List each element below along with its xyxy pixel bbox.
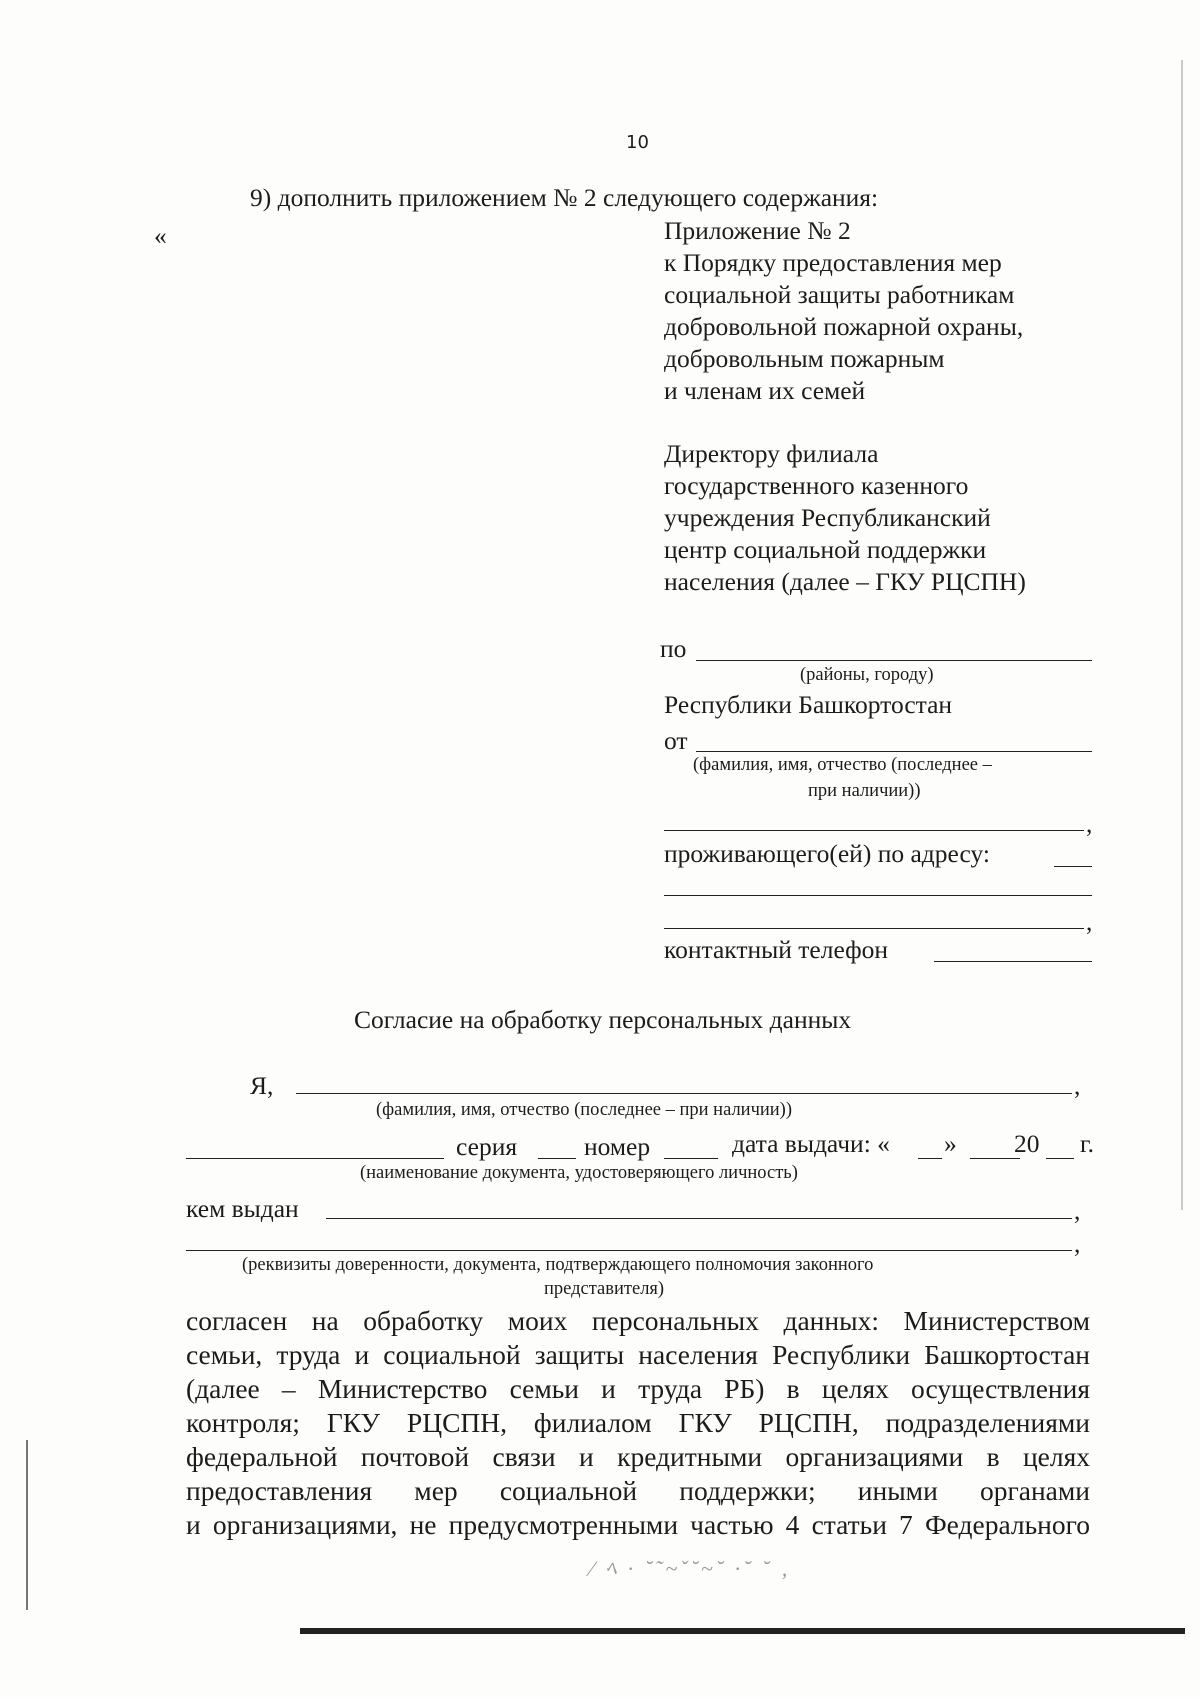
page-number: 10: [626, 132, 649, 153]
consent-body-line: семьи, труда и социальной защиты населения Республики Башкортостан: [186, 1339, 1090, 1370]
fio-hint: (фамилия, имя, отчество (последнее –: [693, 755, 992, 775]
fio-line-2: [664, 830, 1084, 831]
consent-body-line: предоставления мер социальной поддержки; иными органами: [186, 1475, 1090, 1506]
district-hint: (районы, городу): [800, 665, 934, 685]
year-line: [1046, 1158, 1074, 1159]
comma: ,: [1086, 809, 1093, 838]
scan-left-edge: [26, 1440, 28, 1610]
comma: ,: [1074, 1196, 1081, 1225]
open-quote: «: [154, 221, 167, 250]
fio-line: [696, 751, 1092, 752]
consent-body-line: контроля; ГКУ РЦСПН, филиалом ГКУ РЦСПН, подразделениями: [186, 1407, 1090, 1438]
intro-text: 9) дополнить приложением № 2 следующего содержания:: [250, 183, 879, 212]
consent-body-line: федеральной почтовой связи и кредитными организациями в целях: [186, 1441, 1090, 1472]
series-line: [538, 1158, 576, 1159]
republic-label: Республики Башкортостан: [664, 690, 953, 719]
addressee-line: населения (далее – ГКУ РЦСПН): [664, 567, 1026, 596]
consent-body-line: и организациями, не предусмотренными частью 4 статьи 7 Федерального: [186, 1509, 1090, 1540]
doc-name-line: [186, 1158, 444, 1159]
consent-body-line: согласен на обработку моих персональных данных: Министерством: [186, 1305, 1090, 1336]
number-label: номер: [584, 1132, 651, 1161]
comma: ,: [1074, 1229, 1081, 1258]
proxy-line: [186, 1250, 1072, 1251]
addressee-line: государственного казенного: [664, 471, 969, 500]
consent-body-line: (далее – Министерство семьи и труда РБ) в целях осуществления: [186, 1373, 1090, 1404]
fio-hint: при наличии)): [808, 781, 921, 801]
address-line: [664, 928, 1084, 929]
from-label: от: [664, 726, 688, 755]
series-label: серия: [456, 1132, 518, 1161]
address-line-inline: [1054, 866, 1092, 867]
consent-fio-line: [296, 1093, 1072, 1094]
month-line: [970, 1158, 1020, 1159]
appendix-title: Приложение № 2: [664, 216, 851, 245]
issue-date-label: дата выдачи: «: [732, 1129, 890, 1158]
addressee-line: Директору филиала: [664, 439, 879, 468]
issue-date-close: »: [944, 1129, 957, 1158]
address-line: [664, 895, 1092, 896]
proxy-hint: представителя): [544, 1279, 665, 1299]
appendix-line: и членам их семей: [664, 376, 866, 405]
phone-label: контактный телефон: [664, 935, 888, 964]
scan-signature-smudge: ⁄ ﾍ · ˘˜~ˇ˘~˘ ·˘ ˘ ‚: [590, 1556, 792, 1581]
ya-label: Я,: [250, 1071, 274, 1100]
number-line: [664, 1158, 718, 1159]
consent-fio-hint: (фамилия, имя, отчество (последнее – при наличии)): [376, 1100, 792, 1120]
issued-by-label: кем выдан: [186, 1194, 299, 1223]
appendix-line: добровольным пожарным: [664, 344, 945, 373]
scan-right-edge: [1181, 60, 1183, 1210]
year-suffix: г.: [1080, 1129, 1094, 1158]
issued-by-line: [326, 1218, 1072, 1219]
appendix-line: добровольной пожарной охраны,: [664, 312, 1024, 341]
addressee-line: учреждения Республиканский: [664, 503, 991, 532]
consent-title: Согласие на обработку персональных данных: [354, 1005, 852, 1034]
comma: ,: [1086, 907, 1093, 936]
phone-line: [934, 961, 1092, 962]
year-prefix: 20: [1014, 1129, 1040, 1158]
appendix-line: к Порядку предоставления мер: [664, 248, 1002, 277]
comma: ,: [1074, 1071, 1081, 1100]
scan-bottom-bar: [300, 1628, 1185, 1634]
day-line: [918, 1158, 942, 1159]
district-line: [696, 660, 1092, 661]
doc-hint: (наименование документа, удостоверяющего личность): [360, 1163, 798, 1183]
proxy-hint: (реквизиты доверенности, документа, подтверждающего полномочия законного: [242, 1255, 874, 1275]
addressee-line: центр социальной поддержки: [664, 535, 987, 564]
po-label: по: [660, 634, 687, 663]
appendix-line: социальной защиты работникам: [664, 280, 1015, 309]
address-label: проживающего(ей) по адресу:: [664, 839, 990, 868]
